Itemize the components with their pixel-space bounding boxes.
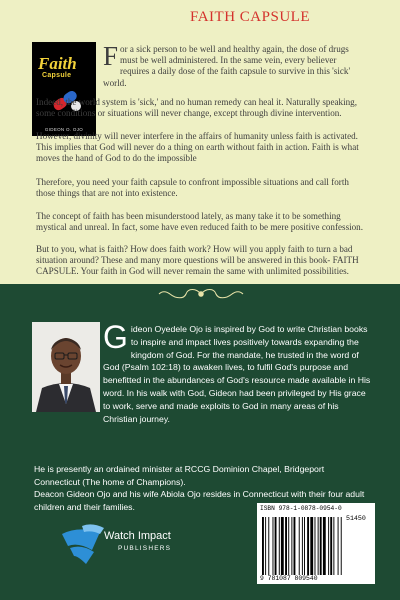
barcode-bar [273, 517, 274, 575]
intro-paragraph [103, 41, 367, 89]
publisher-logo-icon [60, 520, 172, 568]
barcode-bar [285, 517, 287, 575]
back-cover-top-section [0, 0, 400, 284]
intro-dropcap: F [103, 41, 119, 71]
barcode-bars [260, 517, 372, 575]
author-family: Deacon Gideon Ojo and his wife Abiola Ojo resides in Connecticut with their four adult children and their families. [34, 489, 365, 512]
price-code: 51450 [346, 515, 366, 522]
barcode-bar [268, 517, 269, 575]
publisher-subtitle: PUBLISHERS [118, 545, 172, 552]
barcode-bar [323, 517, 326, 575]
body-paragraph-5: But to you, what is faith? How does faith work? How will you apply faith to turn a bad situation around? These and many more questions will be answered in this book- FAITH CAPSULE. Your faith in God will never remain the same with unlimited possibilities. [36, 244, 359, 277]
barcode-bar [288, 517, 289, 575]
thumbnail-author: GIDEON O. OJO [44, 127, 84, 132]
barcode-bar [333, 517, 334, 575]
barcode-bar [302, 517, 303, 575]
bio-text: ideon Oyedele Ojo is inspired by God to write Christian books to inspire and impact lives positively towards expanding the kingdom of God. For the mandate, he trusted in the word of God (Psalm 102:18) to awaken lives, to fulfil God's purpose and benefitted in the abundances of God's resource made available in His word. In his walk with God, Gideon had been privileged by His grace to work, serve and made exploits to God in many areas of his Christian journey. [103, 324, 371, 424]
barcode-bar [262, 517, 264, 575]
barcode-bar [338, 517, 339, 575]
barcode-bar [294, 517, 296, 575]
barcode-bar [318, 517, 319, 575]
barcode-bar [315, 517, 316, 575]
barcode-bar [265, 517, 266, 575]
barcode-bar [328, 517, 329, 575]
body-paragraph-1: Indeed, the world system is 'sick,' and no human remedy can heal it. Naturally speaking, some conditions or situations will never change, except through divine intervention. [36, 97, 357, 119]
barcode-bar [275, 517, 277, 575]
cover-thumbnail [32, 42, 96, 136]
bio-dropcap: G [103, 319, 128, 355]
barcode [257, 503, 375, 584]
barcode-bar [304, 517, 305, 575]
intro-text: or a sick person to be well and healthy again, the dose of drugs must be well administered. In the same vein, every believer requires a daily dose of the faith capsule to survive in this 'sick' world. [103, 44, 351, 88]
body-paragraph-3: Therefore, you need your faith capsule to confront impossible situations and call forth those things that are not into existence. [36, 177, 349, 199]
body-paragraph-2: However, divinity will never interfere in the affairs of humanity unless faith is activated. This implies that God will never do a thing on earth without faith in action. Faith is what moves the hand of God to do the impossible [36, 131, 359, 164]
body-paragraph-4: The concept of faith has been misunderstood lately, as many take it to be something mystical and unreal. In fact, some have even reduced faith to be mere positive confession. [36, 211, 364, 233]
publisher-name: Watch Impact [104, 530, 171, 542]
barcode-bar [279, 517, 280, 575]
thumbnail-subtitle: Capsule [42, 72, 72, 79]
ornament-divider-icon [156, 286, 246, 302]
ean-number: 9 781087 809540 [260, 575, 318, 582]
author-ministry: He is presently an ordained minister at RCCG Dominion Chapel, Bridgeport Connecticut (The home of Champions). [34, 464, 325, 487]
barcode-bar [307, 517, 309, 575]
barcode-bar [320, 517, 322, 575]
barcode-bar [281, 517, 284, 575]
barcode-bar [341, 517, 342, 575]
barcode-bar [310, 517, 313, 575]
book-title: FAITH CAPSULE [190, 9, 310, 25]
barcode-bar [291, 517, 292, 575]
author-bio [103, 319, 373, 425]
isbn-text: ISBN 978-1-0878-0954-0 [260, 505, 342, 512]
author-photo [32, 322, 100, 412]
barcode-bar [299, 517, 300, 575]
barcode-bar [330, 517, 332, 575]
thumbnail-title: Faith [38, 54, 77, 73]
